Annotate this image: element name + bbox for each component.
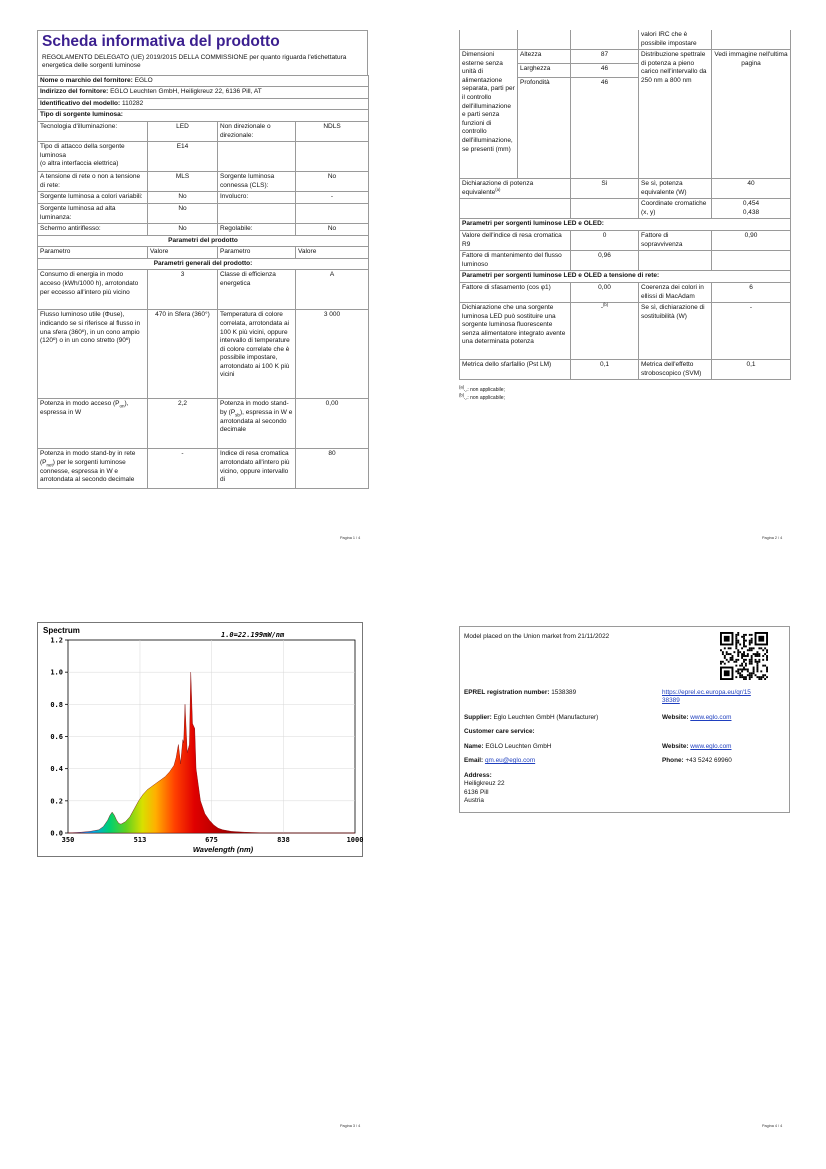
x-axis-label: Wavelength (nm) — [192, 845, 254, 854]
table-row: Metrica dello sfarfallio (Pst LM) 0,1 Metrica dell'effetto stroboscopico (SVM) 0,1 — [460, 360, 791, 380]
eprel-link[interactable]: https://eprel.ec.europa.eu/qr/15 38389 — [662, 689, 751, 705]
table-row: Sorgente luminosa a colori variabili: No Involucro: - — [38, 192, 369, 204]
y-tick-label: 1.2 — [50, 636, 63, 645]
y-tick-label: 0.4 — [50, 765, 63, 774]
y-tick-label: 0.6 — [50, 733, 63, 741]
table-row: A tensione di rete o non a tensione di rete: MLS Sorgente luminosa connessa (CLS): No — [38, 172, 369, 192]
customer-care-heading: Customer care service: — [464, 728, 535, 735]
page-number: Pagina 1 / 4 — [340, 536, 361, 540]
y-tick-label: 0.8 — [50, 700, 63, 709]
x-tick-label: 675 — [205, 836, 218, 844]
table-row: Parametri del prodotto — [38, 235, 369, 247]
table-row: Potenza in modo acceso $(P_{on})$, espressa in W 2,2 Potenza in modo stand-by $(P_{sb})$, espressa in W e arrotondata al secondo decimale 0,00 — [38, 399, 369, 449]
regulation-text: REGOLAMENTO DELEGATO (UE) 2019/2015 DELLA COMMISSIONE per quanto riguarda l'etichettatura energetica delle sorgenti luminose — [42, 53, 347, 70]
x-tick-label: 513 — [133, 836, 147, 844]
table-row: Tecnologia d'illuminazione: LED Non direzionale o direzionale: NDLS — [38, 122, 369, 142]
x-tick-label: 1000 — [346, 836, 364, 844]
footnote-b: $^{(b)}_{'-'}$: non applicabile; — [459, 392, 505, 403]
website-row: Website: www.eglo.com — [662, 714, 732, 721]
table-row: Parametri generali del prodotto: — [38, 258, 369, 270]
footnote-a: $^{(a)}_{'-'}$: non applicabile; — [459, 384, 505, 395]
table-row: Coordinate cromatiche (x, y) 0,454 0,438 — [460, 199, 791, 219]
table-row: Identificativo del modello: 110282 — [38, 98, 369, 110]
page-1-header — [37, 30, 368, 75]
table-row: Profondità 46 — [460, 78, 791, 179]
product-info-table — [37, 75, 369, 490]
table-row: Consumo di energia in modo acceso (kWh/1000 h), arrotondato per eccesso all'intero più vicino 3 Classe di efficienza energetica A — [38, 270, 369, 310]
y-tick-label: 0.2 — [50, 797, 63, 806]
email-link[interactable]: qm.eu@eglo.com — [484, 757, 536, 764]
spectrum-chart — [37, 622, 363, 857]
y-tick-label: 1.0 — [50, 668, 63, 677]
placed-on-market: Model placed on the Union market from 21/11/2022 — [464, 633, 610, 640]
table-row: Potenza in modo stand-by in rete $(P_{net})$ per le sorgenti luminose connesse, espressa in W e arrotondata al secondo decimale - Indice di resa cromatica arrotondato all'intero più vicino, oppure intervallo di 80 — [38, 449, 369, 489]
page-title: Scheda informativa del prodotto — [42, 33, 280, 50]
address-block: Address: Heiligkreuz 22 6136 Pill Austria — [464, 772, 505, 805]
table-row: Parametri per sorgenti luminose LED e OLED: — [460, 219, 791, 231]
table-row: Dichiarazione che una sorgente luminosa LED può sostituire una sorgente luminosa fluorescente senza alimentatore integrato avente una determinata potenza -$^{(b)}$ Se sì, dichiarazione di sostituibilità (W) - — [460, 303, 791, 360]
table-row: Parametri per sorgenti luminose LED e OLED a tensione di rete: — [460, 271, 791, 283]
table-row: Indirizzo del fornitore: EGLO Leuchten GmbH, Heiligkreuz 22, 6136 Pill, AT — [38, 87, 369, 99]
spectrum-svg — [38, 623, 364, 858]
page-1 — [37, 30, 368, 489]
chart-annotation: 1.0=22.199mW/nm — [221, 631, 285, 639]
email-row: Email: qm.eu@eglo.com — [464, 757, 536, 764]
page-4-contact-box — [459, 626, 790, 813]
qr-code-icon — [720, 632, 768, 680]
phone-row: Phone: +43 5242 69960 — [662, 757, 732, 764]
table-row: Nome o marchio del fornitore: EGLO — [38, 75, 369, 87]
website2-row: Website: www.eglo.com — [662, 743, 732, 750]
table-row: Fattore di sfasamento (cos φ1) 0,00 Coerenza dei colori in ellissi di MacAdam 6 — [460, 282, 791, 302]
table-row: Fattore di mantenimento del flusso luminoso 0,96 — [460, 251, 791, 271]
page-number: Pagina 2 / 4 — [762, 536, 783, 540]
y-ticks — [50, 637, 68, 838]
supplier-row: Supplier: Eglo Leuchten GmbH (Manufacturer) — [464, 714, 599, 721]
x-tick-label: 350 — [61, 836, 75, 844]
y-tick-label: 0.0 — [50, 829, 63, 838]
grid — [68, 640, 355, 833]
chart-title: Spectrum — [43, 626, 80, 635]
table-row: Tipo di attacco della sorgente luminosa (o altra interfaccia elettrica) E14 — [38, 142, 369, 172]
table-row: Valore dell'indice di resa cromatica R9 0 Fattore di sopravvivenza 0,90 — [460, 231, 791, 251]
product-info-table-continued — [459, 30, 791, 380]
footnotes — [459, 386, 790, 402]
table-row: Tipo di sorgente luminosa: — [38, 110, 369, 122]
table-row: Parametro Valore Parametro Valore — [38, 247, 369, 259]
x-tick-label: 838 — [277, 836, 290, 844]
x-ticks — [62, 836, 364, 844]
name-row: Name: EGLO Leuchten GmbH — [464, 743, 552, 750]
page-2 — [459, 30, 790, 402]
table-row: Schermo antiriflesso: No Regolabile: No — [38, 224, 369, 236]
page-number: Pagina 3 / 4 — [340, 1124, 361, 1128]
page-number: Pagina 4 / 4 — [762, 1124, 783, 1128]
table-row: valori IRC che è possibile impostare — [460, 30, 791, 50]
table-row: Dichiarazione di potenza equivalente$^{(a)}$ Sì Se sì, potenza equivalente (W) 40 — [460, 179, 791, 199]
table-row: Larghezza 46 — [460, 64, 791, 78]
website2-link[interactable]: www.eglo.com — [690, 743, 732, 750]
website-link[interactable]: www.eglo.com — [690, 714, 732, 721]
table-row: Sorgente luminosa ad alta luminanza: No — [38, 203, 369, 223]
eprel-row: EPREL registration number: 1538389 — [464, 689, 577, 696]
table-row: Flusso luminoso utile (Φuse), indicando se si riferisce al flusso in una sfera (360º), in un cono ampio (120º) o in un cono stretto (90º) 470 in Sfera (360°) Temperatura di colore correlata, arrotondata ai 100 K più vicini, oppure intervallo di temperature di colore correlate che è possibile impostare, arrotondato ai 100 K più vicini 3 000 — [38, 310, 369, 399]
table-row: Dimensioni esterne senza unità di alimentazione separata, parti per il controllo dell'illuminazione e parti senza funzioni di controllo dell'illuminazione, se presenti (mm) Altezza 87 Distribuzione spettrale di potenza a pieno carico nell'intervallo da 250 nm a 800 nm Vedi immagine nell'ultima pagina — [460, 50, 791, 64]
